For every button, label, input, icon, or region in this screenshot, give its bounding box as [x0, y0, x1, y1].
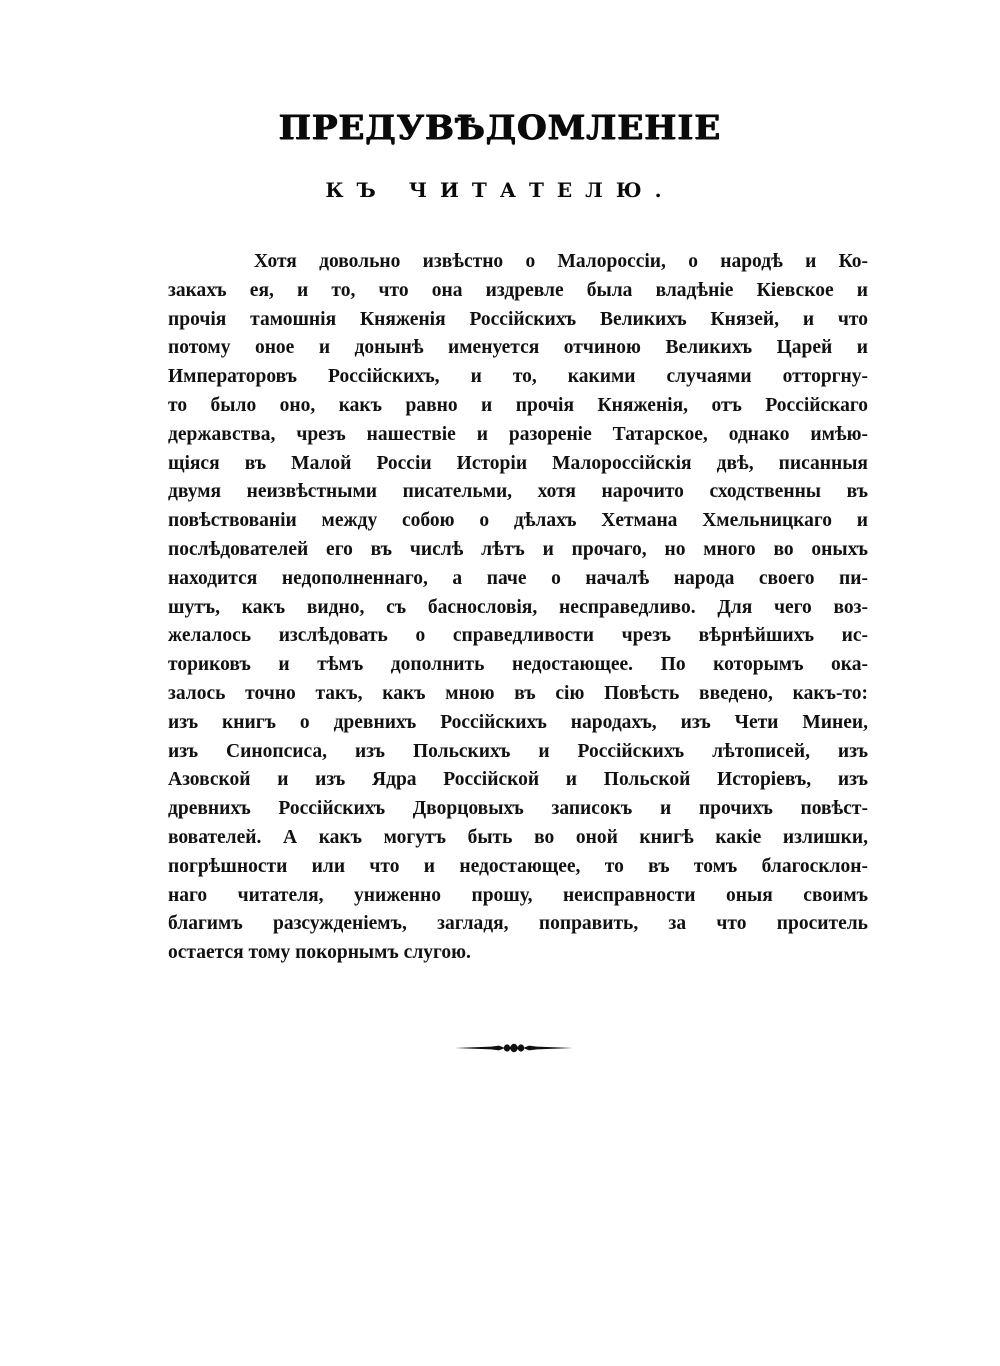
text-line: Императоровъ Россійскихъ, и то, какими случаями отторгну-: [168, 366, 868, 388]
text-line: залось точно такъ, какъ мною въ сію Повѣсть введено, какъ-то:: [168, 682, 868, 704]
text-line: желалось изслѣдовать о справедливости чрезъ вѣрнѣйшихъ ис-: [168, 625, 868, 647]
text-line: двумя неизвѣстными писательми, хотя нарочито сходственны въ: [168, 481, 868, 503]
text-line: ториковъ и тѣмъ дополнить недостающее. По которымъ ока-: [168, 654, 868, 676]
decorative-rule-icon: [455, 1040, 573, 1056]
text-line: Азовской и изъ Ядра Россійской и Польской Исторіевъ, изъ: [168, 769, 868, 791]
text-line: погрѣшности или что и недостающее, то въ томъ благосклон-: [168, 855, 868, 877]
page-title: ПРЕДУВѢДОМЛЕНІЕ: [278, 108, 722, 148]
text-line: потому оное и донынѣ именуется отчиною Великихъ Царей и: [168, 337, 868, 359]
text-line: державства, чрезъ нашествіе и разореніе Татарское, однако имѣю-: [168, 423, 868, 445]
text-line: то было оно, какъ равно и прочія Княженія, отъ Россійскаго: [168, 394, 868, 416]
text-line: повѣствованіи между собою о дѣлахъ Хетмана Хмельницкаго и: [168, 510, 868, 532]
text-line: изъ Синопсиса, изъ Польскихъ и Россійскихъ лѣтописей, изъ: [168, 740, 868, 762]
page-subtitle: КЪ ЧИТАТЕЛЮ.: [325, 178, 675, 202]
text-line: остается тому покорнымъ слугою.: [168, 942, 471, 964]
text-line: шутъ, какъ видно, съ баснословія, несправедливо. Для чего воз-: [168, 596, 868, 618]
text-line: находится недополненнаго, а паче о началѣ народа своего пи-: [168, 567, 868, 589]
text-line: прочія тамошнія Княженія Россійскихъ Великихъ Князей, и что: [168, 308, 868, 330]
text-line: наго читателя, униженно прошу, неисправности оныя своимъ: [168, 884, 868, 906]
text-line: щіяся въ Малой Россіи Исторіи Малороссійскія двѣ, писанныя: [168, 452, 868, 474]
text-line: послѣдователей его въ числѣ лѣтъ и прочаго, но много во оныхъ: [168, 538, 868, 560]
text-line: благимъ разсужденіемъ, загладя, поправить, за что проситель: [168, 913, 868, 935]
text-line: вователей. А какъ могутъ быть во оной книгѣ какіе излишки,: [168, 826, 868, 848]
text-line: древнихъ Россійскихъ Дворцовыхъ записокъ и прочихъ повѣст-: [168, 798, 868, 820]
body-text: [168, 248, 868, 968]
text-line: изъ книгъ о древнихъ Россійскихъ народахъ, изъ Чети Минеи,: [168, 711, 868, 733]
text-line: Хотя довольно извѣстно о Малороссіи, о народѣ и Ко-: [254, 251, 868, 272]
text-line: закахъ ея, и то, что она издревле была владѣніе Кіевское и: [168, 279, 868, 301]
